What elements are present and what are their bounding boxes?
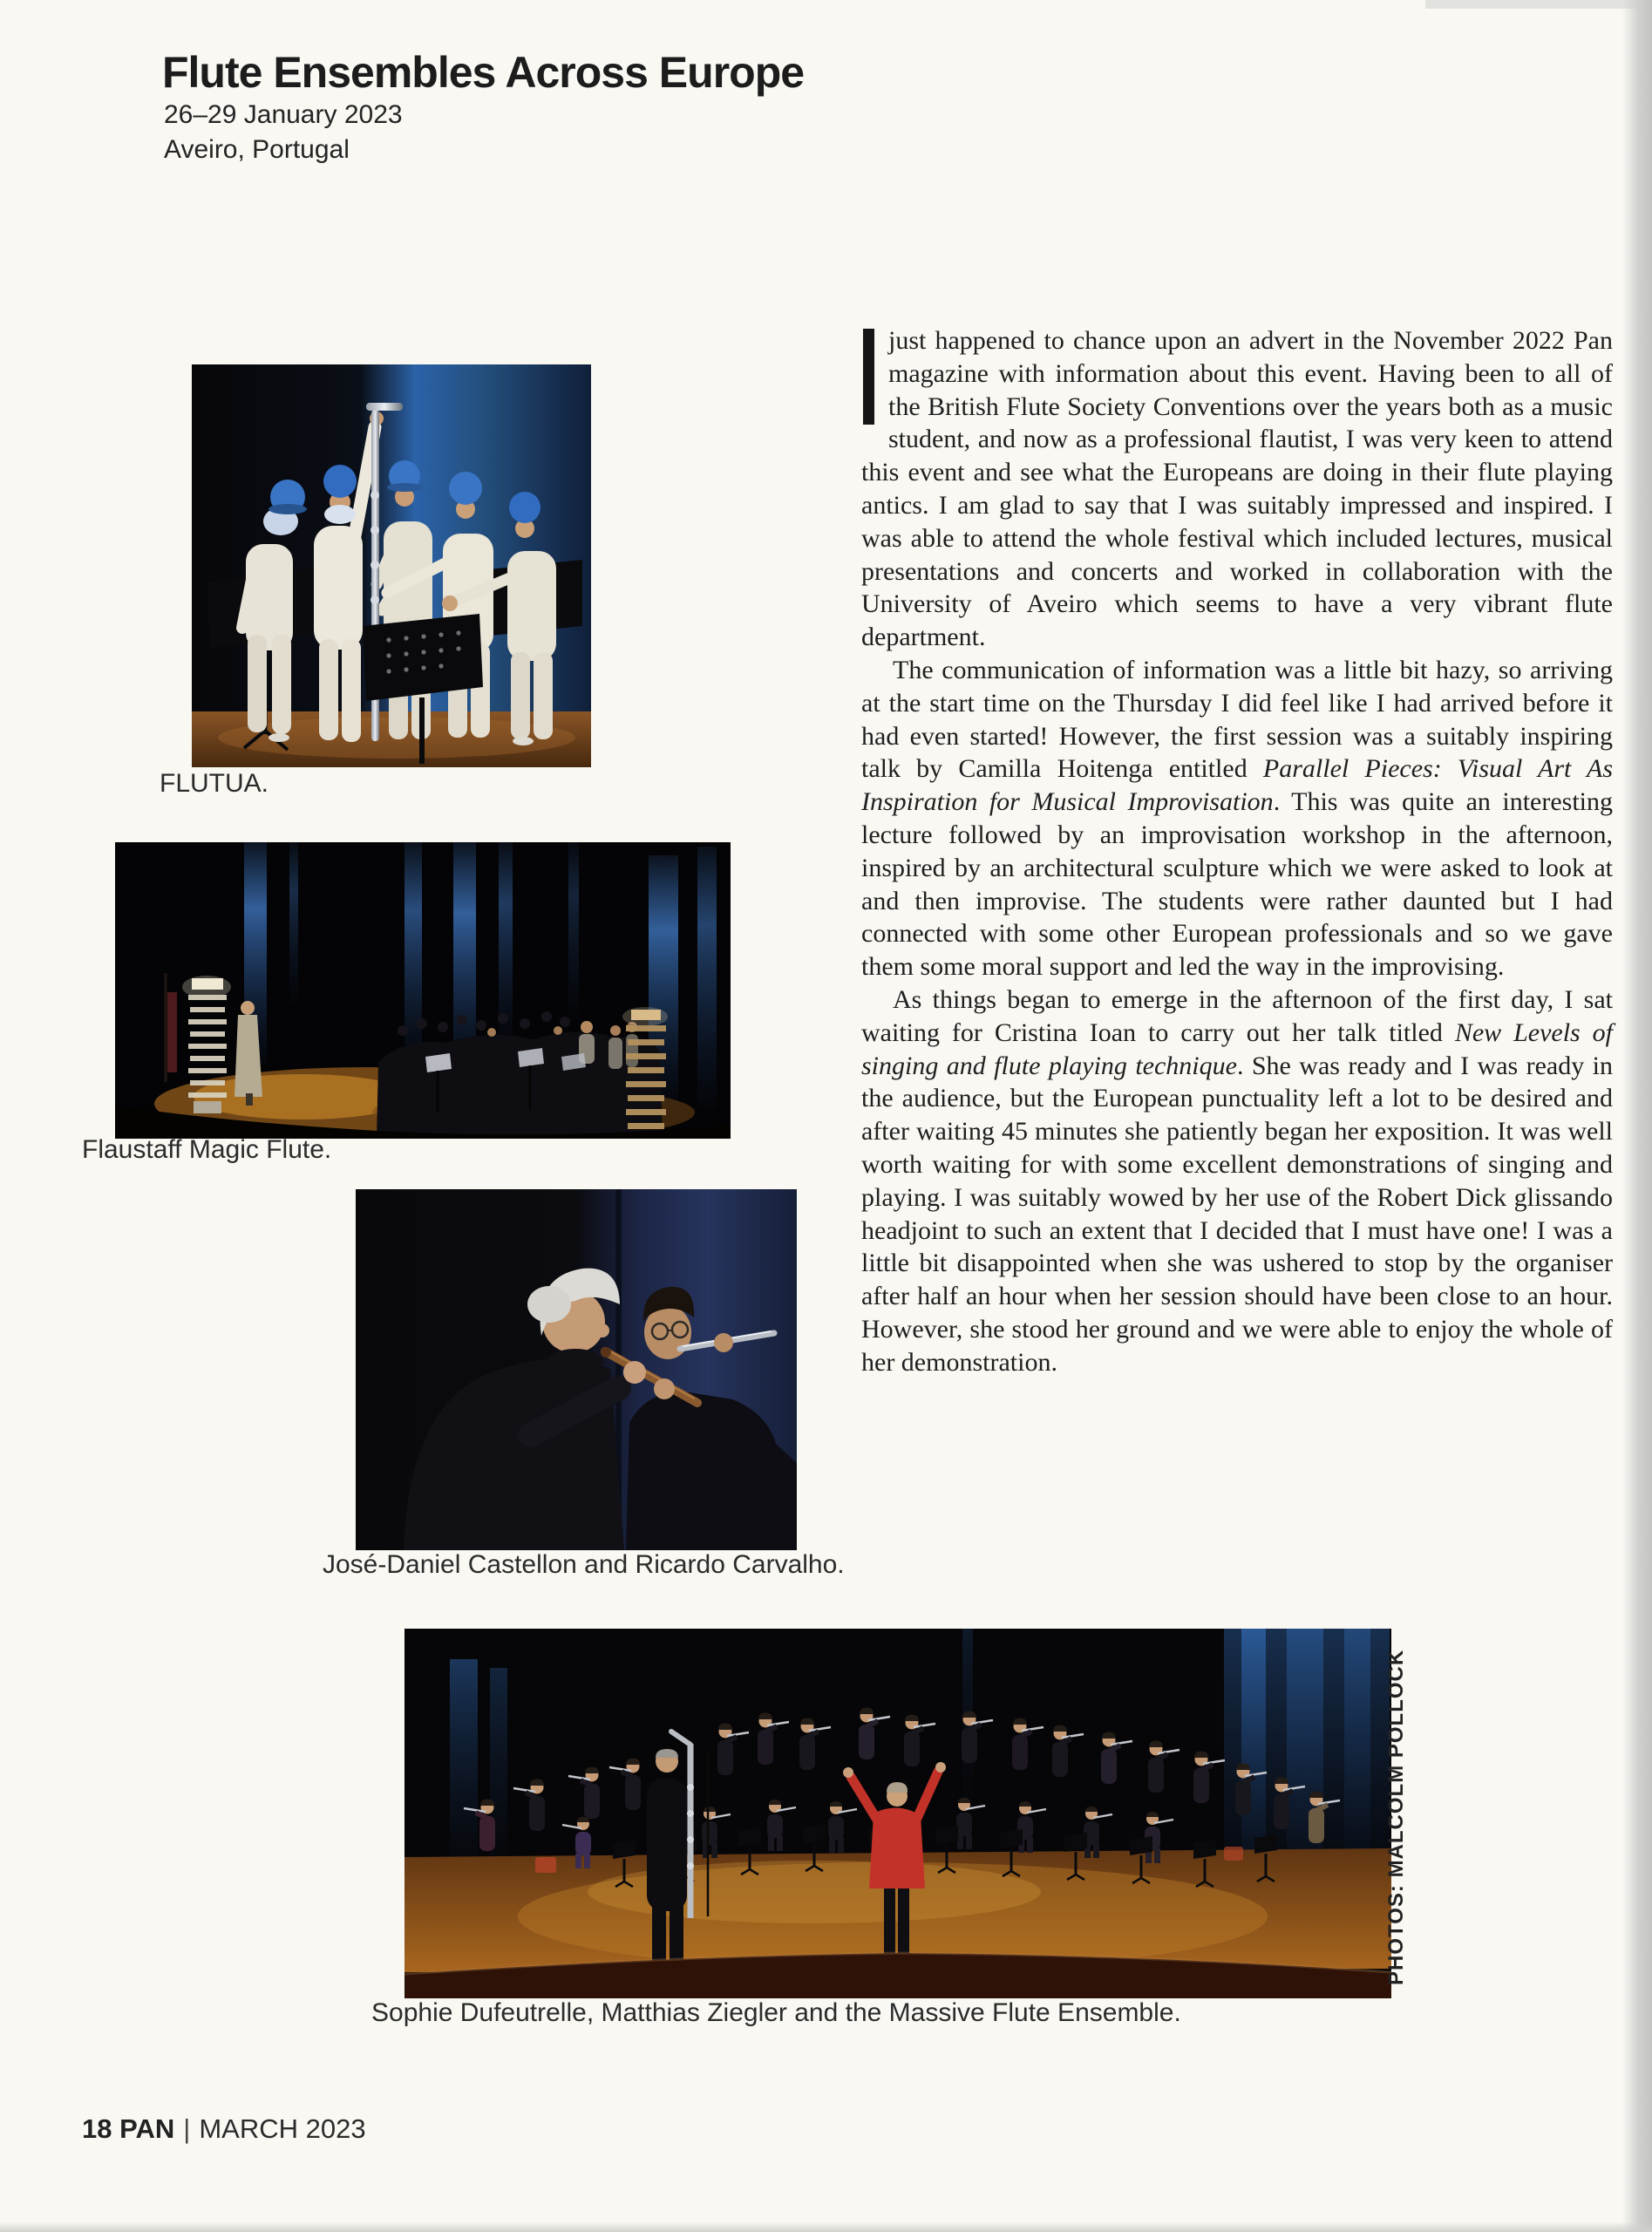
article-paragraph [861,324,1613,654]
footer-issue: MARCH 2023 [199,2113,366,2144]
drop-cap [863,329,874,425]
event-location: Aveiro, Portugal [164,135,350,164]
photo-credit: PHOTOS: MALCOLM POLLOCK [1384,1649,1408,1985]
text-segment: just happened to chance upon an advert in the November 2022 Pan magazine with information about this event. Having been to all of the British Flute Society Conventions over the years both as a music student, and now as a professional flautist, I was very keen to attend this event and see what the Europeans are doing in their flute playing antics. I am glad to say that I was suitably impressed and inspired. I was able to attend the whole festival which included lectures, musical presentations and concerts and worked in collaboration with the University of Aveiro which seems to have a very vibrant flute department. [861,326,1613,652]
text-segment: . She was ready and I was ready in the audience, but the European punctuality left a lot to be desired and after waiting 45 minutes she patiently began her exposition. It was well worth waiting for with some excellent demonstrations of singing and playing. I was suitably wowed by her use of the Robert Dick glissando headjoint to such an extent that I decided that I must have one! I was a little bit disappointed when she was ushered to stop by the organiser after half an hour when her session should have been close to an hour. However, she stood her ground and we were able to enjoy the whole of her demonstration. [861,1051,1613,1377]
footer-page-number: 18 [82,2113,112,2144]
scan-edge-top [1425,0,1652,9]
footer-separator: | [183,2113,191,2144]
photo-castellon-carvalho [356,1189,797,1550]
photo-caption-ensemble: Sophie Dufeutrelle, Matthias Ziegler and the Massive Flute Ensemble. [371,1998,1181,2027]
italic-title-segment: Parallel Pieces: Visual Art As Inspiration for Musical Improvisation [861,754,1613,817]
event-dates: 26–29 January 2023 [164,100,403,129]
scan-edge-bottom [0,2222,1652,2232]
text-segment: As things began to emerge in the afternoon of the first day, I sat waiting for Cristina Ioan to carry out her talk titled [861,984,1613,1047]
article-paragraphs [861,324,1613,1379]
left-tower-sculpture [182,976,231,1113]
photo-caption-castellon-carvalho: José-Daniel Castellon and Ricardo Carvalho. [323,1550,845,1579]
italic-title-segment: New Levels of singing and flute playing technique [861,1017,1614,1080]
photo-caption-flaustaff: Flaustaff Magic Flute. [82,1135,332,1164]
article-body [861,324,1613,1379]
scan-edge-right [1622,0,1652,2232]
flaustaff-stage-scene [115,842,731,1139]
photo-flutua [192,364,591,767]
footer-magazine-name: PAN [119,2113,175,2144]
text-segment: . This was quite an interesting lecture followed by an improvisation workshop in the afternoon, inspired by an architectural sculpture which we were asked to look at and then improvise. The students were rather daunted but I had connected with some other European professionals and so we gave them some moral support and led the way in the improvising. [861,787,1614,982]
photo-massive-flute-ensemble [405,1629,1391,1998]
page-title: Flute Ensembles Across Europe [162,47,805,97]
photo-caption-flutua: FLUTUA. [160,769,269,798]
photo-flaustaff [115,842,731,1139]
ensemble-stage-scene [405,1629,1391,1998]
event-dateline [164,98,403,167]
text-segment: The communication of information was a little bit hazy, so arriving at the start time on the Thursday I did feel like I had arrived before it had even started! However, the first session was a suitably inspiring talk by Camilla Hoitenga entitled [861,655,1613,784]
duo-portrait-scene [356,1189,797,1550]
right-tower-sculpture [622,1007,668,1129]
flutua-stage-scene [192,364,591,767]
page-footer [82,2113,366,2145]
article-paragraph [861,983,1613,1379]
article-paragraph [861,654,1613,983]
